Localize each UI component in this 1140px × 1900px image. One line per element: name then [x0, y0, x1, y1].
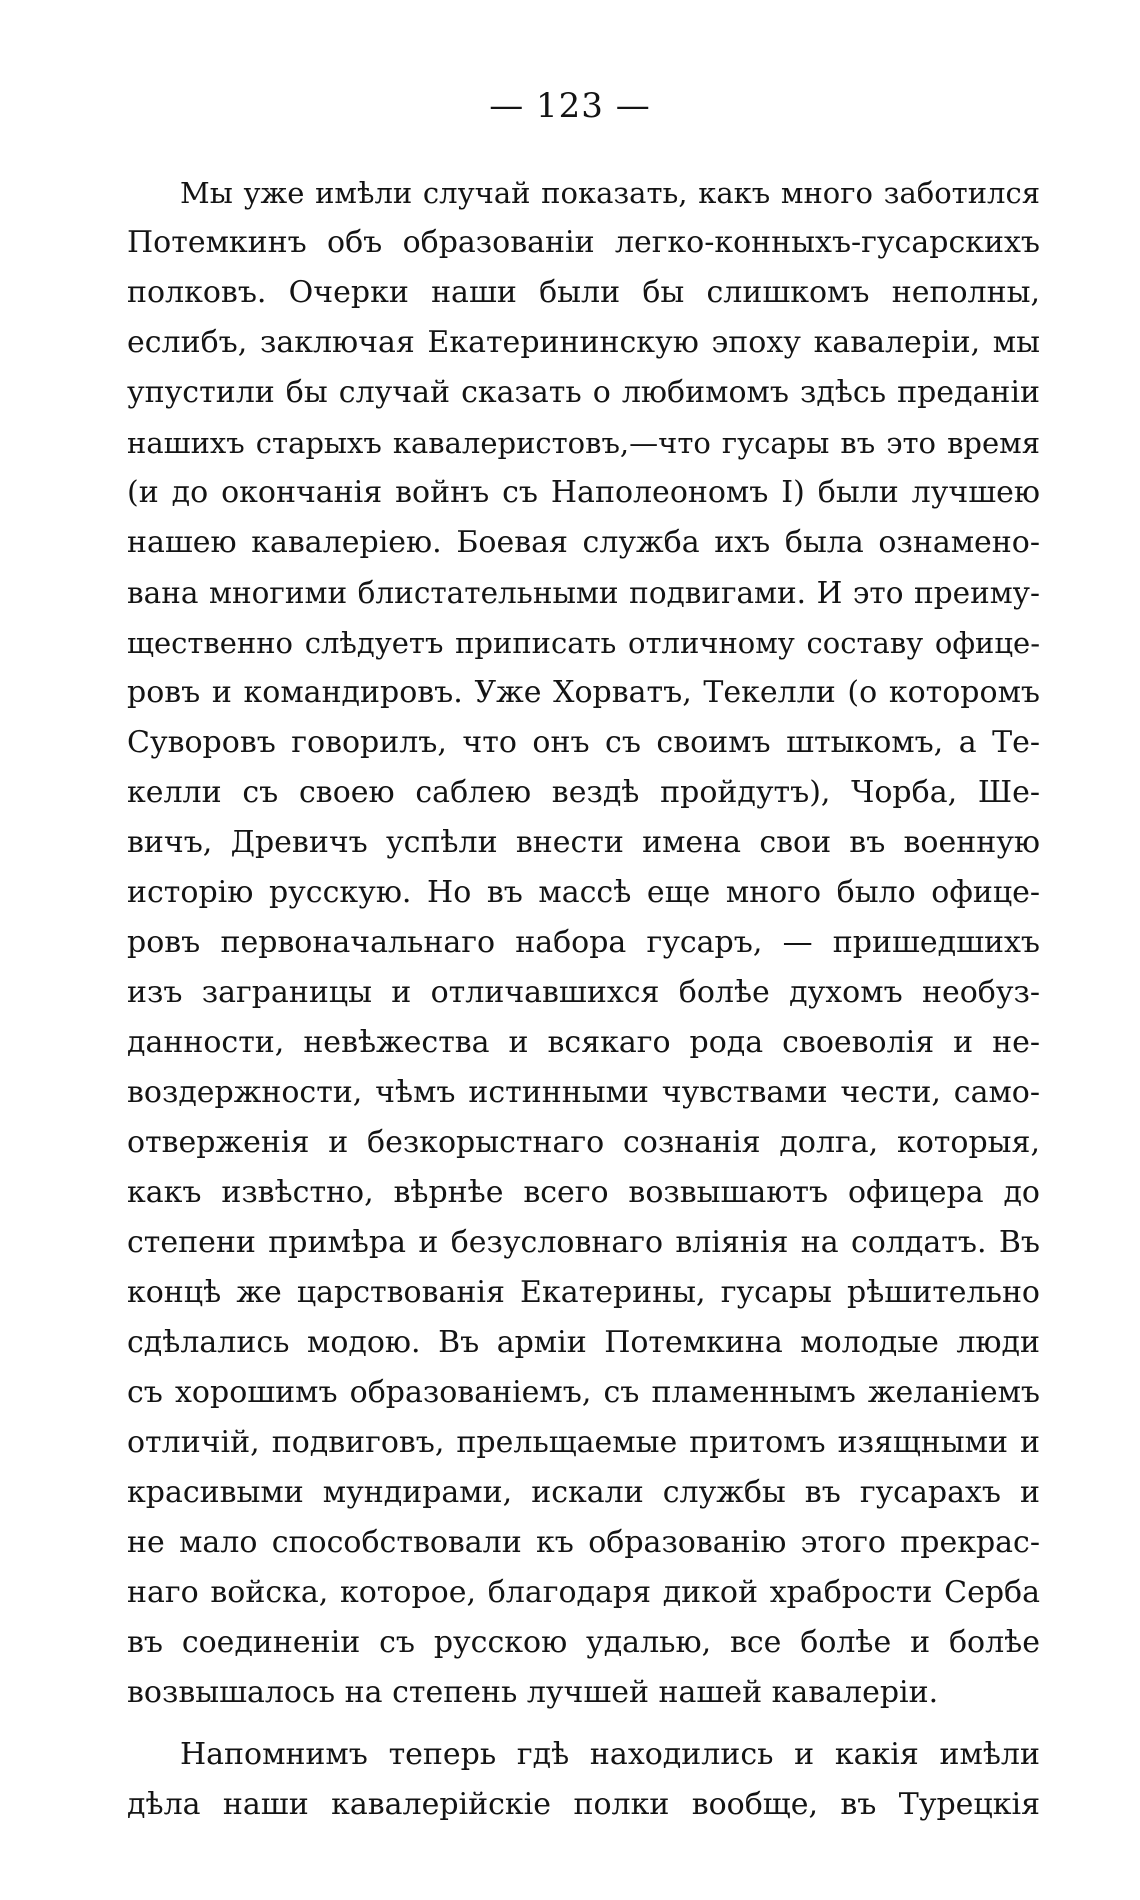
text-line: какъ извѣстно, вѣрнѣе всего возвышаютъ офицера до — [127, 1175, 1040, 1210]
text-line: (и до окончанія войнъ съ Наполеономъ I) были лучшею — [127, 475, 1040, 510]
text-line: Напомнимъ теперь гдѣ находились и какія имѣли — [180, 1737, 1040, 1772]
text-line: воздержности, чѣмъ истинными чувствами чести, само- — [127, 1075, 1040, 1110]
text-line: степени примѣра и безусловнаго вліянія на солдатъ. Въ — [127, 1225, 1040, 1260]
text-line: келли съ своею саблею вездѣ пройдутъ), Чорба, Ше- — [127, 775, 1040, 810]
text-line: возвышалось на степень лучшей нашей кавалеріи. — [127, 1675, 939, 1710]
text-line: дѣла наши кавалерійскіе полки вообще, въ Турецкія — [127, 1787, 1040, 1822]
text-line: вичъ, Древичъ успѣли внести имена свои въ военную — [127, 825, 1040, 860]
text-line: щественно слѣдуетъ приписать отличному составу офице- — [127, 626, 1040, 660]
text-line: упустили бы случай сказать о любимомъ здѣсь преданіи — [127, 375, 1040, 410]
text-line: полковъ. Очерки наши были бы слишкомъ неполны, — [127, 275, 1040, 310]
paragraph-1 — [127, 168, 1040, 1718]
text-line: еслибъ, заключая Екатерининскую эпоху кавалеріи, мы — [127, 325, 1040, 360]
body-text — [127, 168, 1040, 1830]
paragraph-2 — [127, 1730, 1040, 1830]
text-line: ровъ и командировъ. Уже Хорватъ, Текелли (о которомъ — [127, 675, 1040, 710]
page-number: — 123 — — [489, 86, 651, 126]
text-line: нашихъ старыхъ кавалеристовъ,—что гусары въ это время — [127, 426, 1040, 460]
text-line: вана многими блистательными подвигами. И это преиму- — [127, 576, 1040, 610]
paragraph-gap — [127, 1718, 1040, 1730]
text-line: Мы уже имѣли случай показать, какъ много заботился — [180, 176, 1040, 210]
text-line: въ соединеніи съ русскою удалью, все болѣе и болѣе — [127, 1625, 1040, 1660]
text-line: не мало способствовали къ образованію этого прекрас- — [127, 1525, 1040, 1560]
text-line: концѣ же царствованія Екатерины, гусары рѣшительно — [127, 1275, 1040, 1310]
text-line: данности, невѣжества и всякаго рода своеволія и не- — [127, 1025, 1040, 1060]
text-line: сдѣлались модою. Въ арміи Потемкина молодые люди — [127, 1325, 1040, 1360]
text-line: отличій, подвиговъ, прельщаемые притомъ изящными и — [127, 1425, 1040, 1460]
text-line: нашею кавалеріею. Боевая служба ихъ была ознамено- — [127, 525, 1040, 560]
text-line: отверженія и безкорыстнаго сознанія долга, которыя, — [127, 1125, 1040, 1160]
text-line: ровъ первоначальнаго набора гусаръ, — пришедшихъ — [127, 925, 1040, 960]
text-line: наго войска, которое, благодаря дикой храбрости Серба — [127, 1575, 1040, 1610]
text-line: исторію русскую. Но въ массѣ еще много было офице- — [127, 875, 1040, 910]
text-line: Потемкинъ объ образованіи легко-конныхъ-гусарскихъ — [127, 225, 1040, 260]
text-line: красивыми мундирами, искали службы въ гусарахъ и — [127, 1475, 1040, 1510]
text-line: изъ заграницы и отличавшихся болѣе духомъ необуз- — [127, 975, 1040, 1010]
text-line: съ хорошимъ образованіемъ, съ пламеннымъ желаніемъ — [127, 1375, 1040, 1410]
text-line: Суворовъ говорилъ, что онъ съ своимъ штыкомъ, а Те- — [127, 725, 1040, 760]
